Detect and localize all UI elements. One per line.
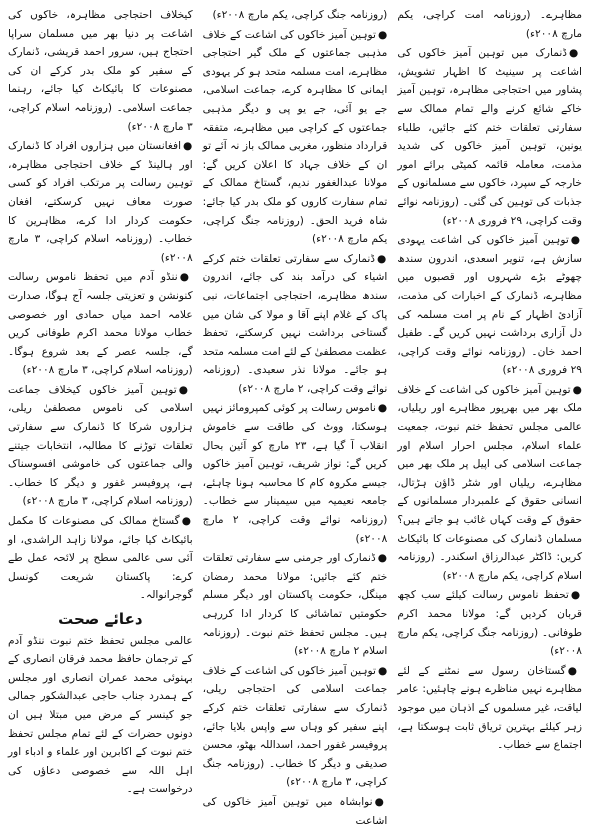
- news-item: ●گستاخ ممالک کی مصنوعات کا مکمل بائیکاٹ کیا جائے، مولانا زاہد الراشدی، او آئی سی عالمی سطح پر لائحہ عمل طے کرے: پاکستان شریعت کونسل گوجرانوالہ۔: [7, 515, 193, 602]
- bullet-icon: ●: [183, 140, 193, 153]
- bullet-icon: ●: [377, 28, 388, 41]
- news-item: ●گستاخان رسول سے نمٹنے کے لئے مظاہرے نہیں مناظرے ہونے چاہئیں: عامر لیاقت، غیر مسلموں کے اذہان میں موجود زہر کیلئے بہترین تریاق ثابت ہوسکتا ہے، اجتماع سے خطاب۔: [397, 664, 582, 752]
- text-fragment: (روزنامہ جنگ کراچی، یکم مارچ ۲۰۰۸ء): [212, 9, 388, 21]
- section-title: دعائے صحت: [58, 610, 143, 628]
- news-item: ●نوابشاہ میں توہین آمیز خاکوں کی اشاعت: [202, 795, 388, 827]
- bullet-icon: ●: [570, 234, 582, 247]
- bullet-icon: ●: [567, 664, 582, 677]
- news-item: ●افغانستان میں ہزاروں افراد کا ڈنمارک اور ہالینڈ کے خلاف احتجاجی مظاہرہ، توہین رسالت پر مرتکب افراد کو کسی صورت معاف نہیں کرسکتے، افغان حکومت کردار ادا کرے، مظاہرین کا خطاب۔ (روزنامہ اسلام کراچی، ۳ مارچ ۲۰۰۸ء): [7, 140, 193, 264]
- bullet-icon: ●: [572, 383, 582, 396]
- bullet-icon: ●: [179, 271, 193, 284]
- news-item: ●ڈنمارک میں توہین آمیز خاکوں کی اشاعت پر سینیٹ کا اظہار تشویش، پشاور میں احتجاجی مظاہرہ، توہین آمیز خاکے شائع کرنے والے تمام ممالک سے سفارتی تعلقات ختم کئے جائیں، طلباء یونین، توہین آمیز خاکوں کی شدید مذمت، معاملہ قائمہ کمیٹی برائے امور خارجہ کے سپرد، خاکوں سے مسلمانوں کے جذبات کی توہین کی گئی۔ (روزنامہ نوائے وقت کراچی، ۲۹ فروری ۲۰۰۸ء): [397, 47, 582, 227]
- column-middle: [202, 6, 388, 827]
- column-left: [8, 6, 193, 799]
- news-item: ●توہین آمیز خاکوں کی اشاعت کے خلاف ملک بھر میں بھرپور مظاہرے اور ریلیاں، عالمی مجلس تحفظ ختم نبوت، جمعیت علماء اسلام، مجلس احرار اسلام اور جماعت اسلامی کی اپیل پر ملک بھر میں مظاہرے، ریلیاں اور شٹر ڈاؤن ہڑتال، انسانی حقوق کے علمبردار مسلمانوں کے حقوق کے وقت کہاں غائب ہو جاتے ہیں؟ مسلمان ڈنمارک کی مصنوعات کا بائیکاٹ کریں: ڈاکٹر عبدالرزاق اسکندر۔ (روزنامہ اسلام کراچی، یکم مارچ ۲۰۰۸ء): [397, 383, 582, 582]
- news-item: ●ڈنمارک اور جرمنی سے سفارتی تعلقات ختم کئے جائیں: مولانا محمد رمضان مینگل، حکومت پاکستان اور دیگر مسلم حکومتیں تماشائی کا کردار ادا کررہی ہیں۔ مجلس تحفظ ختم نبوت۔ (روزنامہ اسلام ۲ مارچ ۲۰۰۸ء): [202, 552, 388, 658]
- news-item: ●تحفظ ناموس رسالت کیلئے سب کچھ قربان کردیں گے: مولانا محمد اکرم طوفانی۔ (روزنامہ جنگ کراچی، یکم مارچ ۲۰۰۸ء): [397, 589, 582, 658]
- news-item: ●ننڈو آدم میں تحفظ ناموس رسالت کنونشن و تعزیتی جلسہ آج ہوگا، صدارت علامہ احمد میاں حمادی اور خصوصی خطاب مولانا محمد اکرم طوفانی کریں گے، جلسہ عصر کے بعد شروع ہوگا۔ (روزنامہ اسلام کراچی، ۳ مارچ ۲۰۰۸ء): [7, 271, 193, 377]
- bullet-icon: ●: [569, 47, 582, 60]
- text-fragment: کیخلاف احتجاجی مظاہرہ، خاکوں کی اشاعت پر دنیا بھر میں مسلمان سراپا احتجاج ہیں، سرور احمد قریشی، ڈنمارک کے سفیر کو ملک بدر کرکے ان کی مصنوعات کا بائیکاٹ کیا جائے، رہنما جماعت اسلامی۔ (روزنامہ اسلام کراچی، ۳ مارچ ۲۰۰۸ء): [7, 9, 193, 133]
- bullet-icon: ●: [377, 252, 388, 265]
- news-item: ●توہین آمیز خاکوں کی اشاعت یہودی سازش ہے، تنویر اسعدی، اندرون سندھ چھوٹے بڑے شہروں اور قصبوں میں مظاہرے، ڈنمارک کے اخبارات کی مذمت، آزادئ اظہار کے نام پر امت مسلمہ کی دل آزاری برداشت نہیں کریں گے۔ طفیل احمد خان۔ (روزنامہ نوائے وقت کراچی، ۲۹ فروری ۲۰۰۸ء): [397, 234, 582, 377]
- section-text: عالمی مجلس تحفظ ختم نبوت ننڈو آدم کے ترجمان حافظ محمد فرقان انصاری کے بہنوئی محمد عمران انصاری اور مجلس کے ہمدرد جناب حاجی عبدالشکور جمالی جو کینسر کے مرض میں مبتلا ہیں ان دونوں حضرات کے لئے تمام مجلس تحفظ ختم نبوت کے اکابرین اور علماء و ادباء اور اہل اللہ سے خصوصی دعاؤں کی درخواست ہے۔: [7, 634, 193, 796]
- bullet-icon: ●: [377, 402, 388, 415]
- bullet-icon: ●: [377, 664, 388, 677]
- bullet-icon: ●: [570, 589, 582, 602]
- text-fragment: مظاہرے۔ (روزنامہ امت کراچی، یکم مارچ ۲۰۰۸ء): [397, 9, 582, 40]
- bullet-icon: ●: [181, 515, 193, 528]
- news-item: ●ناموس رسالت پر کوئی کمپرومائز نہیں ہوسکتا، ووٹ کی طاقت سے خاموش انقلاب آ گیا ہے، ۲۳ مارچ کو آئین بحال کریں گے: نواز شریف، توہین آمیز خاکوں جیسے مکروہ کام کا محاسبہ ہونا چاہئے، جامعہ نعیمیہ میں سیمینار سے خطاب۔ (روزنامہ نوائے وقت کراچی، ۲ مارچ ۲۰۰۸ء): [202, 402, 388, 545]
- column-right: [397, 6, 582, 799]
- news-item: ●توہین آمیز خاکوں کیخلاف جماعت اسلامی کی ناموس مصطفیٰ ریلی، ہزاروں شرکا کا ڈنمارک سے سفارتی تعلقات توڑنے کا مطالبہ، انتخابات جیتنے والی جماعتوں کی خاموشی افسوسناک ہے، پروفیسر غفور و دیگر کا خطاب۔ (روزنامہ اسلام کراچی، ۳ مارچ ۲۰۰۸ء): [7, 383, 193, 508]
- news-item: ●توہین آمیز خاکوں کی اشاعت کے خلاف مذہبی جماعتوں کے ملک گیر احتجاجی مظاہرے، امت مسلمہ متحد ہو کر یہودی ایمانی کا مظاہرہ کرے، جماعت اسلامی، جے یو آئی، جے یو پی و دیگر مذہبی جماعتوں کے کراچی میں مظاہرے، متفقہ قرارداد منظور، مغربی ممالک باز نہ آئے تو ان کے خلاف جہاد کا اعلان کریں گے: مولانا عبدالغفور ندیم، گستاخ ممالک کے تمام سفارت کاروں کو ملک بدر کیا جائے: شاہ فرید الحق۔ (روزنامہ جنگ کراچی، یکم مارچ ۲۰۰۸ء): [202, 28, 388, 246]
- news-item: ●توہین آمیز خاکوں کی اشاعت کے خلاف جماعت اسلامی کی احتجاجی ریلی، ڈنمارک سے سفارتی تعلقات ختم کرکے اپنے سفیر کو وہاں سے واپس بلایا جائے، پروفیسر غفور احمد، اسداللہ بھٹو، محسن صدیقی و دیگر کا خطاب۔ (روزنامہ جنگ کراچی، ۳ مارچ ۲۰۰۸ء): [202, 664, 388, 789]
- news-item: ●ڈنمارک سے سفارتی تعلقات ختم کرکے اشیاء کی درآمد بند کی جائے، اندرون سندھ مظاہرے، احتجاجی اجتماعات، نبی پاک کے غلام اپنے آقا و مولا کی شان میں گستاخی برداشت نہیں کرسکتے، تحفظ عظمت مصطفیٰ کے لئے امت مسلمہ متحد ہو جائے۔ مولانا نذر سعیدی۔ (روزنامہ نوائے وقت کراچی، ۲ مارچ ۲۰۰۸ء): [202, 252, 388, 395]
- bullet-icon: ●: [374, 795, 388, 808]
- bullet-icon: ●: [178, 383, 193, 396]
- bullet-icon: ●: [377, 552, 388, 565]
